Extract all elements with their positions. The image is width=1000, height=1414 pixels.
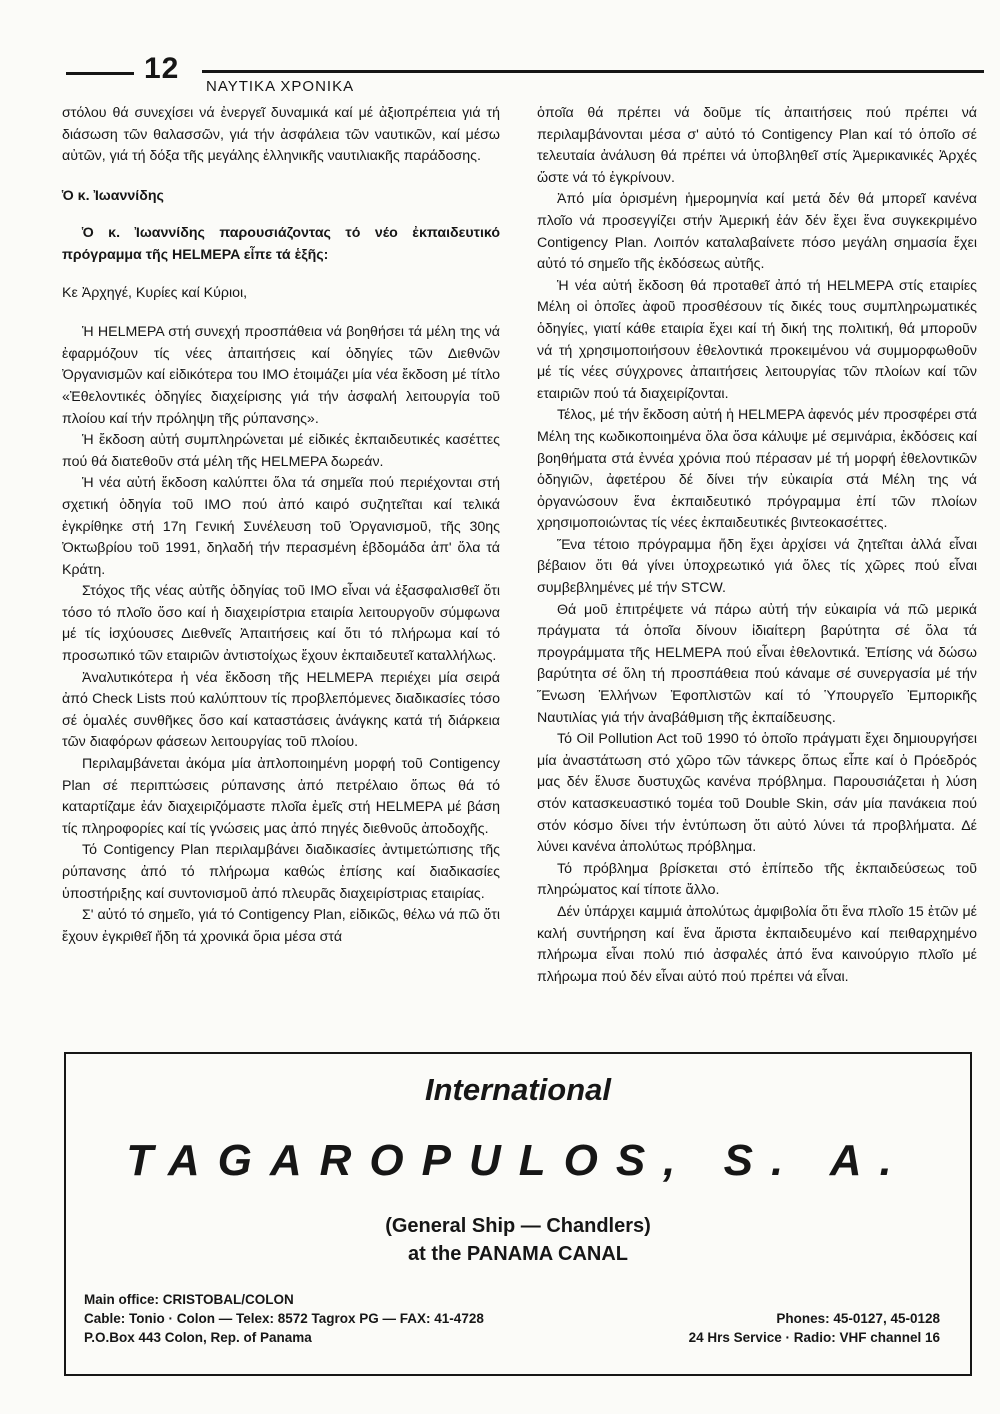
paragraph: Θά μοῦ ἐπιτρέψετε νά πάρω αὐτή τήν εὐκαιρία νά πῶ μερικά πράγματα τά ὁποῖα δίνουν ἰδιαίτερη βαρύτητα σέ ὅλα τά προγράμματα τῆς HELMEPA πού εἶναι ἐθελοντικά. Ἐπίσης νά δώσω βαρύτητα σέ ὅλη τή προσπάθεια πού κάναμε σέ συνεργασία μέ τήν Ἕνωση Ἑλλήνων Ἐφοπλιστῶν καί τό Ὑπουργεῖο Ἐμπορικῆς Ναυτιλίας γιά τήν ἀναβάθμιση τῆς ἐκπαίδευσης. — [537, 601, 977, 726]
right-column — [537, 103, 977, 988]
ad-main-office: Main office: CRISTOBAL/COLON — [84, 1292, 294, 1307]
publication-title: ΝΑΥΤΙΚΑ ΧΡΟΝΙΚΑ — [206, 78, 355, 95]
paragraph: Ἀναλυτικότερα ἡ νέα ἔκδοση τῆς HELMEPA περιέχει μία σειρά ἀπό Check Lists πού καλύπτουν τίς προβλεπόμενες διαδικασίες τόσο σέ ὁμαλές συνθῆκες ὅσο καί καταστάσεις ἀνάγκης κατά τή διάρκεια τῶν διαφόρων φάσεων λειτουργίας τοῦ πλοίου. — [62, 669, 500, 751]
header-rule-left — [66, 72, 134, 75]
ad-location-line: at the PANAMA CANAL — [408, 1243, 628, 1265]
ad-phone-info — [689, 1309, 940, 1347]
ad-service-hours: 24 Hrs Service · Radio: VHF channel 16 — [688, 1330, 940, 1345]
paragraph: ὁποῖα θά πρέπει νά δοῦμε τίς ἀπαιτήσεις πού πρέπει νά περιλαμβάνονται μέσα σ' αὐτό τό Contigency Plan καί τό ὁποῖο σέ τελευταία ἀνάλυση θά πρέπει νά ὑποβληθεῖ στίς Ἀμερικανικές Ἀρχές ὥστε νά τό ἐγκρίνουν. — [537, 105, 977, 186]
paragraph: Περιλαμβάνεται ἀκόμα μία ἀπλοποιημένη μορφή τοῦ Contigency Plan σέ περιπτώσεις ρύπανσης ἀπό πετρέλαιο ὅπως θά τό καταρτίζαμε ἐάν διαχειριζόμαστε πλοῖα ἐμεῖς στή HELMEPA μέ βάση τίς πληροφορίες καί τίς γνώσεις μας ἀπό πηγές διεθνοῦς ἀποδοχῆς. — [62, 756, 500, 837]
ad-tagline: International — [424, 1072, 611, 1107]
paragraph: Τό Oil Pollution Act τοῦ 1990 τό ὁποῖο πράγματι ἔχει δημιουργήσει μία ἀναστάτωση στό χῶρο τῶν τάνκερς ὅπως εἶπε καί ὁ Πρόεδρός μας δέν ἔλυσε δυστυχῶς κανένα πρόβλημα. Παρουσιάζεται ἡ λύση στόν κατασκευαστικό τομέα τοῦ Double Skin, σάν μία πανάκεια πού στόν κόσμο δίνει τήν ἐντύπωση ὅτι αὐτό λύνει τά προβλήματα. Δέ λύνει κανένα ἀπολύτως πρόβλημα. — [537, 731, 977, 856]
ad-contact-info — [84, 1290, 484, 1347]
speaker-heading: Ὁ κ. Ἰωαννίδης — [62, 187, 164, 204]
paragraph: Δέν ὑπάρχει καμμιά ἀπολύτως ἀμφιβολία ὅτι ἕνα πλοῖο 15 ἐτῶν μέ καλή συντήρηση καί ἕνα ἄριστα ἐκπαιδευμένο καί πειθαρχημένο πλήρωμα εἶναι πολύ πιό ἀσφαλές ἀπό ἕνα καινούργιο πλοῖο μέ πλήρωμα πού δέν εἶναι αὐτό πού πρέπει νά εἶναι. — [537, 903, 977, 985]
paragraph: στόλου θά συνεχίσει νά ἐνεργεῖ δυναμικά καί μέ ἀξιοπρέπεια γιά τή διάσωση τῶν θαλασσῶν, γιά τήν ἀσφάλεια τῶν ναυτικῶν, καί μέσω αὐτῶν, γιά τή δόξα τῆς μεγάλης ἑλληνικῆς ναυτιλιακῆς παράδοσης. — [62, 105, 500, 165]
paragraph: Ἡ HELMEPA στή συνεχή προσπάθεια νά βοηθήσει τά μέλη της νά ἐφαρμόζουν τίς νέες ἀπαιτήσεις καί ὁδηγίες τῶν Διεθνῶν Ὀργανισμῶν καί εἰδικότερα του ΙΜΟ ἑτοιμάζει μία νέα ἔκδοση μέ τίτλο «Ἐθελοντικές ὁδηγίες διαχείρισης γιά τήν ἀσφαλή λειτουργία τοῦ πλοίου καί τήν πρόληψη τῆς ρύπανσης». — [62, 324, 500, 427]
ad-service-line: (General Ship — Chandlers) — [385, 1215, 651, 1237]
paragraph: Ἡ νέα αὐτή ἔκδοση καλύπτει ὅλα τά σημεῖα πού περιέχονται στή σχετική ὁδηγία τοῦ ΙΜΟ πού ἀπό καιρό συζητεῖται καί τελικά ἐγκρίθηκε στή 17η Γενική Συνέλευση τοῦ Ὀργανισμοῦ, τῆς 30ης Ὀκτωβρίου τοῦ 1991, δηλαδή τήν περασμένη ἑβδομάδα ἀπ' ὅλα τά Κράτη. — [62, 475, 500, 578]
paragraph: Στόχος τῆς νέας αὐτῆς ὁδηγίας τοῦ ΙΜΟ εἶναι νά ἐξασφαλισθεῖ ὅτι τόσο τό πλοῖο ὅσο καί ἡ διαχειρίστρια εταιρία λειτουργοῦν σύμφωνα μέ τίς ἰσχύουσες Διεθνεῖς Ἀπαιτήσεις καί ὅτι τό πλήρωμα καί τό προσωπικό τῶν εταιριῶν ἀντιστοίχως ἔχουν ἐκπαιδευτεῖ καταλλήλως. — [62, 583, 500, 665]
page-header — [66, 52, 984, 98]
ad-company-name: TAGAROPULOS, S. A. — [126, 1136, 910, 1185]
paragraph: Τέλος, μέ τήν ἔκδοση αὐτή ἡ HELMEPA ἀφενός μέν προσφέρει στά Μέλη της κωδικοποιημένα ὅλα ὅσα κάλυψε μέ σεμινάρια, ἐκδόσεις καί βοηθήματα στά ἐννέα χρόνια πού πέρασαν μέ τή μορφή ἐθελοντικῶν ὁδηγιῶν, ἀφετέρου δέ δίνει τήν εὐκαιρία στά Μέλη της νά ὀργανώσουν ἕνα ἐκπαιδευτικό πρόγραμμα ἐπί τῶν πλοίων χρησιμοποιώντας τίς νέες ἐκπαιδευτικές βιντεοκασέττες. — [537, 407, 977, 532]
header-rule-right — [202, 70, 984, 73]
ad-pobox: P.O.Box 443 Colon, Rep. of Panama — [84, 1330, 312, 1345]
speech-intro: Ὁ κ. Ἰωαννίδης παρουσιάζοντας τό νέο ἐκπαιδευτικό πρόγραμμα τῆς HELMEPA εἶπε τά ἑξῆς: — [62, 225, 500, 263]
paragraph: Σ' αὐτό τό σημεῖο, γιά τό Contigency Plan, εἰδικῶς, θέλω νά πῶ ὅτι ἔχουν ἐγκριθεῖ ἤδη τά χρονικά ὅρια μέσα στά — [62, 907, 500, 945]
ad-cable: Cable: Tonio · Colon — Telex: 8572 Tagrox PG — FAX: 41-4728 — [84, 1311, 484, 1326]
paragraph: Ἕνα τέτοιο πρόγραμμα ἤδη ἔχει ἀρχίσει νά ζητεῖται ἀλλά εἶναι βέβαιον ὅτι θά γίνει ὑποχρεωτικό γιά ὅλες τίς χῶρες πού εἶναι συμβεβλημένες μέ τήν STCW. — [537, 536, 977, 597]
page-number: 12 — [144, 52, 180, 85]
advertisement-box — [64, 1052, 972, 1376]
ad-phones: Phones: 45-0127, 45-0128 — [776, 1311, 940, 1326]
salutation: Κε Ἀρχηγέ, Κυρίες καί Κύριοι, — [62, 284, 248, 301]
paragraph: Ἀπό μία ὁρισμένη ἡμερομηνία καί μετά δέν θά μπορεῖ κανένα πλοῖο νά προσεγγίζει στήν Ἀμερική ἐάν δέν ἔχει ἕνα συγκεκριμένο Contigency Plan. Λοιπόν καταλαβαίνετε πόσο μεγάλη σημασία ἔχει αὐτό τό σημεῖο τῆς ἐκδόσεως αὐτῆς. — [537, 191, 977, 273]
paragraph: Ἡ νέα αὐτή ἔκδοση θά προταθεῖ ἀπό τή HELMEPA στίς εταιρίες Μέλη οἱ ὁποῖες ἀφοῦ προσθέσουν τίς δικές τους συμπληρωματικές ὁδηγίες, γιατί κάθε εταιρία ἔχει καί τή δική της πολιτική, θά μποροῦν νά τή χρησιμοποιήσουν ἐθελοντικά προκειμένου νά συμμορφωθοῦν μέ τίς νέες σύγχρονες ἀπαιτήσεις λειτουργίας τῶν πλοίων καί τῶν εταιριῶν πού τά διαχειρίζονται. — [537, 277, 977, 402]
paragraph: Τό Contigency Plan περιλαμβάνει διαδικασίες ἀντιμετώπισης τῆς ρύπανσης ἀπό τό πλήρωμα καθώς ἐπίσης καί διαδικασίες ὑποστήριξης καί συντονισμοῦ ἀπό πλευρᾶς διαχειρίστριας εταιρίας. — [62, 842, 500, 902]
paragraph: Ἡ ἔκδοση αὐτή συμπληρώνεται μέ εἰδικές ἐκπαιδευτικές κασέττες πού θά διατεθοῦν στά μέλη τῆς HELMEPA δωρεάν. — [62, 432, 500, 470]
ad-services — [66, 1212, 970, 1268]
paragraph: Τό πρόβλημα βρίσκεται στό ἐπίπεδο τῆς ἐκπαιδεύσεως τοῦ πληρώματος καί τίποτε ἄλλο. — [537, 860, 977, 899]
left-column — [62, 103, 500, 948]
